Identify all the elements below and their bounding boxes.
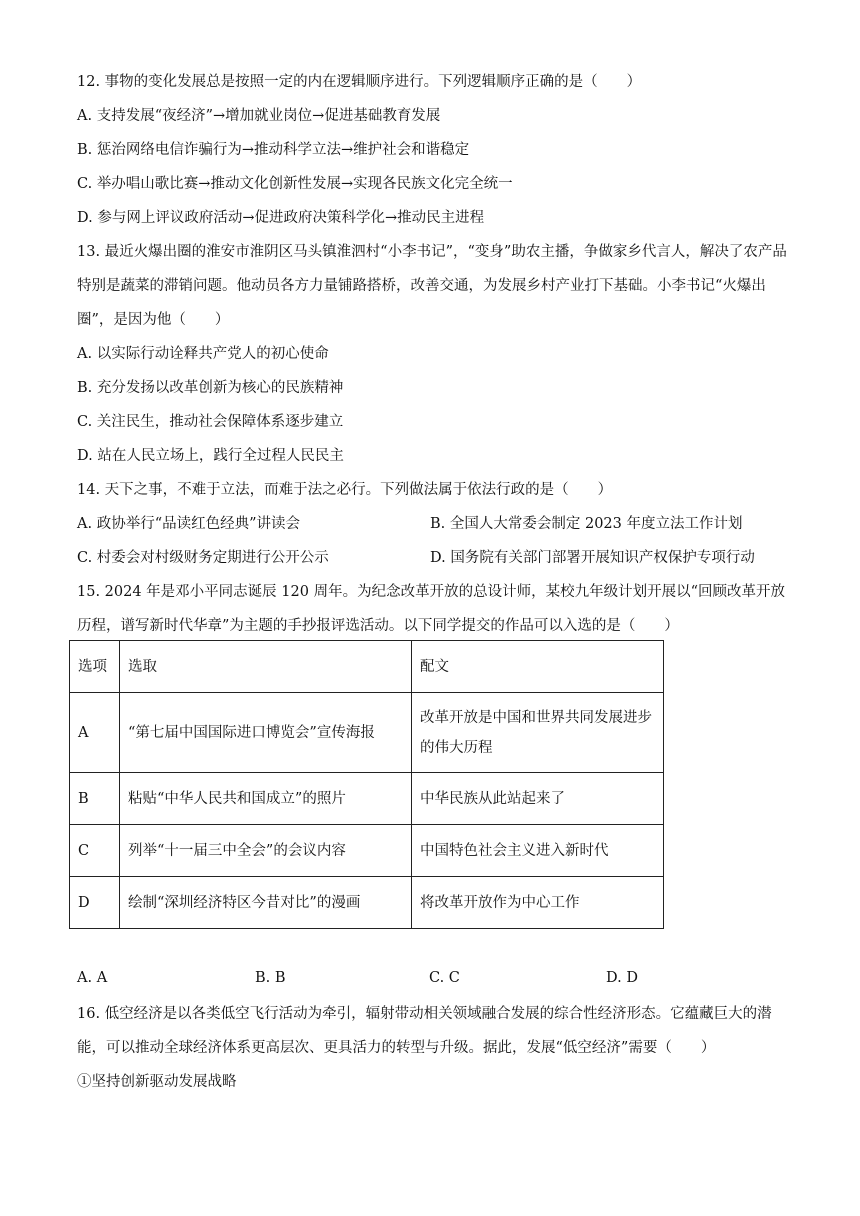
question-12-option-a: A. 支持发展“夜经济”→增加就业岗位→促进基础教育发展 xyxy=(77,108,441,124)
table-cell-selection: 绘制“深圳经济特区今昔对比”的漫画 xyxy=(120,877,412,929)
question-13-option-d: D. 站在人民立场上，践行全过程人民民主 xyxy=(77,448,344,464)
table-cell-caption: 将改革开放作为中心工作 xyxy=(412,877,664,929)
table-header-caption: 配文 xyxy=(412,641,664,693)
table-cell-selection: 粘贴“中华人民共和国成立”的照片 xyxy=(120,773,412,825)
question-13-option-c: C. 关注民生，推动社会保障体系逐步建立 xyxy=(77,414,344,430)
answer-choice-a: A. A xyxy=(77,970,108,986)
table-header-option: 选项 xyxy=(70,641,120,693)
answer-choice-b: B. B xyxy=(255,970,286,986)
question-12-option-d: D. 参与网上评议政府活动→促进政府决策科学化→推动民主进程 xyxy=(77,210,485,226)
table-row xyxy=(70,877,664,929)
table-cell-option: C xyxy=(70,825,120,877)
table-cell-selection: 列举“十一届三中全会”的会议内容 xyxy=(120,825,412,877)
table-header-row xyxy=(70,641,664,693)
question-15-table xyxy=(69,640,664,929)
question-14-option-d: D. 国务院有关部门部署开展知识产权保护专项行动 xyxy=(430,550,755,566)
question-13-option-b: B. 充分发扬以改革创新为核心的民族精神 xyxy=(77,380,344,396)
question-13-stem: 13. 最近火爆出圈的淮安市淮阴区马头镇淮泗村“小李书记”，“变身”助农主播，争做家乡代言人，解决了农产品特别是蔬菜的滞销问题。他动员各方力量铺路搭桥，改善交通，为发展乡村产业打下基础。小李书记“火爆出圈”，是因为他（ ） xyxy=(77,244,787,328)
answer-choice-d: D. D xyxy=(606,970,638,986)
question-13-option-a: A. 以实际行动诠释共产党人的初心使命 xyxy=(77,346,329,362)
table-cell-caption: 改革开放是中国和世界共同发展进步的伟大历程 xyxy=(412,693,664,773)
table-row xyxy=(70,773,664,825)
table-cell-option: D xyxy=(70,877,120,929)
table-row xyxy=(70,825,664,877)
question-14-option-c: C. 村委会对村级财务定期进行公开公示 xyxy=(77,550,329,566)
question-12-stem: 12. 事物的变化发展总是按照一定的内在逻辑顺序进行。下列逻辑顺序正确的是（ ） xyxy=(77,74,642,90)
table-cell-selection: “第七届中国国际进口博览会”宣传海报 xyxy=(120,693,412,773)
question-12-option-c: C. 举办唱山歌比赛→推动文化创新性发展→实现各民族文化完全统一 xyxy=(77,176,513,192)
question-15-answers xyxy=(77,970,777,990)
table-cell-caption: 中华民族从此站起来了 xyxy=(412,773,664,825)
table-cell-caption: 中国特色社会主义进入新时代 xyxy=(412,825,664,877)
question-16-stem: 16. 低空经济是以各类低空飞行活动为牵引，辐射带动相关领域融合发展的综合性经济形态。它蕴藏巨大的潜能，可以推动全球经济体系更高层次、更具活力的转型与升级。据此，发展“低空经济”需要（ ） xyxy=(77,1006,772,1056)
table-cell-option: A xyxy=(70,693,120,773)
question-14-stem: 14. 天下之事，不难于立法，而难于法之必行。下列做法属于依法行政的是（ ） xyxy=(77,482,613,498)
question-16-item-1: ①坚持创新驱动发展战略 xyxy=(77,1074,237,1090)
question-12-option-b: B. 惩治网络电信诈骗行为→推动科学立法→维护社会和谐稳定 xyxy=(77,142,470,158)
table-row xyxy=(70,693,664,773)
question-14-option-b: B. 全国人大常委会制定 2023 年度立法工作计划 xyxy=(430,516,743,532)
answer-choice-c: C. C xyxy=(429,970,460,986)
table-header-selection: 选取 xyxy=(120,641,412,693)
question-14-option-a: A. 政协举行“品读红色经典”讲读会 xyxy=(77,516,301,532)
table-cell-option: B xyxy=(70,773,120,825)
question-15-stem: 15. 2024 年是邓小平同志诞辰 120 周年。为纪念改革开放的总设计师，某校九年级计划开展以“回顾改革开放历程，谱写新时代华章”为主题的手抄报评选活动。以下同学提交的作品可以入选的是（ ） xyxy=(77,584,785,634)
